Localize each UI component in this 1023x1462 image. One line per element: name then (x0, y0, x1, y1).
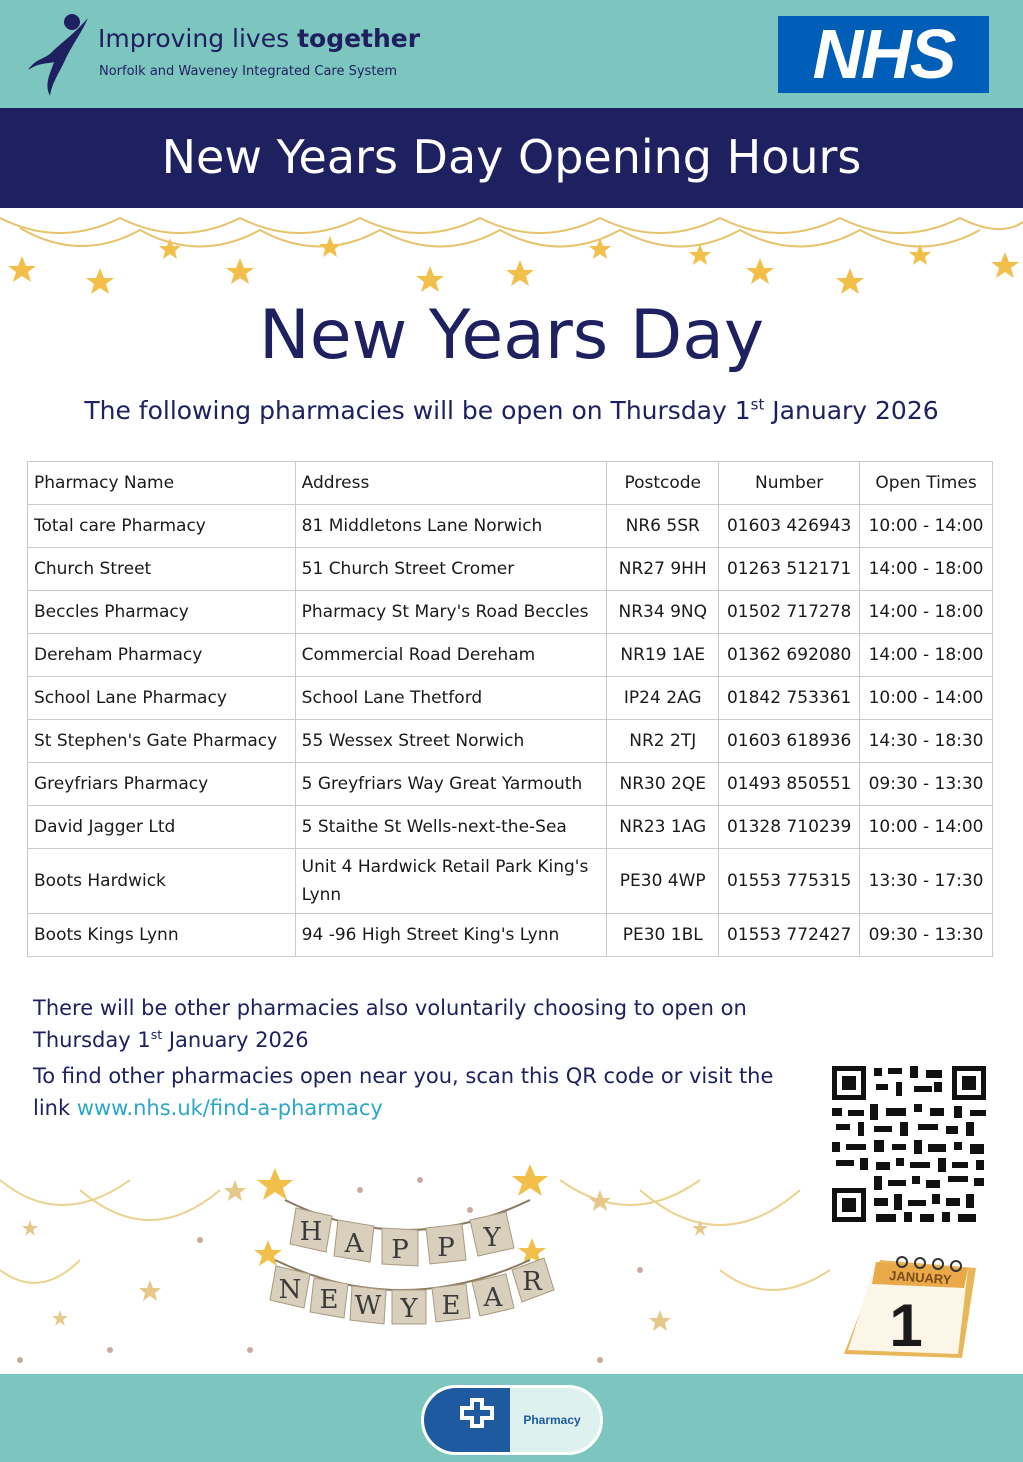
pharmacy-logo (420, 1384, 604, 1456)
subheading: The following pharmacies will be open on Thursday 1st January 2026 (84, 395, 939, 425)
phone-number: 01362 692080 (719, 634, 860, 677)
pharmacy-name: Dereham Pharmacy (28, 634, 296, 677)
phone-number: 01328 710239 (719, 806, 860, 849)
banner-letter: E (441, 1291, 461, 1321)
open-times: 14:00 - 18:00 (860, 634, 993, 677)
pharmacy-name: David Jagger Ltd (28, 806, 296, 849)
open-times: 10:00 - 14:00 (860, 677, 993, 720)
phone-number: 01493 850551 (719, 763, 860, 806)
calendar-icon (840, 1250, 980, 1362)
open-times: 13:30 - 17:30 (860, 849, 993, 914)
address: 81 Middletons Lane Norwich (295, 505, 607, 548)
header-open-times: Open Times (860, 462, 993, 505)
find-pharmacy-text: To find other pharmacies open near you, scan this QR code or visit the link www.nhs.uk/find-a-pharmacy (33, 1064, 774, 1120)
open-times: 14:00 - 18:00 (860, 548, 993, 591)
org-tagline: Improving lives together (98, 24, 421, 53)
qr-code[interactable] (830, 1064, 988, 1224)
open-times: 10:00 - 14:00 (860, 806, 993, 849)
pharmacy-name: School Lane Pharmacy (28, 677, 296, 720)
banner-flag (350, 1286, 386, 1324)
address: 94 -96 High Street King's Lynn (295, 914, 607, 957)
address: Pharmacy St Mary's Road Beccles (295, 591, 607, 634)
postcode: PE30 4WP (607, 849, 719, 914)
address: 51 Church Street Cromer (295, 548, 607, 591)
banner-flag (270, 1266, 310, 1308)
phone-number: 01603 618936 (719, 720, 860, 763)
address: Commercial Road Dereham (295, 634, 607, 677)
banner-letter: Y (400, 1294, 418, 1324)
banner-flag (472, 1274, 514, 1316)
table-row (28, 914, 993, 957)
main-heading: New Years Day (258, 296, 765, 375)
postcode: NR19 1AE (607, 634, 719, 677)
address: School Lane Thetford (295, 677, 607, 720)
address: Unit 4 Hardwick Retail Park King's Lynn (295, 849, 607, 914)
banner-letter: P (391, 1235, 409, 1265)
postcode: NR34 9NQ (607, 591, 719, 634)
table-row (28, 548, 993, 591)
banner-letter: W (354, 1291, 382, 1321)
table-row (28, 849, 993, 914)
banner-flag (334, 1220, 374, 1262)
header-postcode: Postcode (607, 462, 719, 505)
table-header-row (28, 462, 993, 505)
address: 55 Wessex Street Norwich (295, 720, 607, 763)
phone-number: 01553 775315 (719, 849, 860, 914)
postcode: NR30 2QE (607, 763, 719, 806)
table-row (28, 505, 993, 548)
banner-letter: A (483, 1283, 503, 1313)
phone-number: 01842 753361 (719, 677, 860, 720)
pharmacy-logo-text: Pharmacy (523, 1413, 581, 1427)
person-logo-icon (22, 12, 94, 98)
pharmacy-name: Greyfriars Pharmacy (28, 763, 296, 806)
other-pharmacies-notice: There will be other pharmacies also voluntarily choosing to open on Thursday 1st January 2026 (33, 996, 747, 1052)
banner-letter: P (437, 1233, 455, 1263)
phone-number: 01603 426943 (719, 505, 860, 548)
open-times: 14:00 - 18:00 (860, 591, 993, 634)
banner-flag (432, 1284, 470, 1322)
page-title: New Years Day Opening Hours (161, 130, 862, 184)
pharmacy-name: Boots Kings Lynn (28, 914, 296, 957)
banner-letter: N (278, 1275, 302, 1305)
address: 5 Greyfriars Way Great Yarmouth (295, 763, 607, 806)
table-row (28, 591, 993, 634)
banner-flag (426, 1224, 466, 1264)
banner-letter: E (319, 1285, 339, 1315)
pharmacy-table (27, 461, 993, 957)
calendar-month: JANUARY (888, 1267, 952, 1288)
postcode: NR27 9HH (607, 548, 719, 591)
pharmacy-name: St Stephen's Gate Pharmacy (28, 720, 296, 763)
header-address: Address (295, 462, 607, 505)
postcode: NR23 1AG (607, 806, 719, 849)
table-row (28, 720, 993, 763)
postcode: PE30 1BL (607, 914, 719, 957)
nhs-logo: NHS (778, 16, 989, 93)
phone-number: 01263 512171 (719, 548, 860, 591)
find-pharmacy-link[interactable]: www.nhs.uk/find-a-pharmacy (76, 1096, 383, 1120)
garland-stars-decoration (0, 208, 1023, 298)
happy-new-year-decoration (0, 1160, 830, 1374)
banner-flag (392, 1290, 426, 1324)
header-pharmacy-name: Pharmacy Name (28, 462, 296, 505)
pharmacy-name: Church Street (28, 548, 296, 591)
banner-letter: Y (483, 1223, 501, 1253)
table-row (28, 806, 993, 849)
banner-letter: H (299, 1217, 323, 1247)
open-times: 14:30 - 18:30 (860, 720, 993, 763)
open-times: 09:30 - 13:30 (860, 914, 993, 957)
banner-letter: R (522, 1267, 542, 1297)
banner-flag (290, 1208, 332, 1252)
table-row (28, 763, 993, 806)
table-row (28, 677, 993, 720)
postcode: IP24 2AG (607, 677, 719, 720)
pharmacy-name: Beccles Pharmacy (28, 591, 296, 634)
banner-letter: A (344, 1229, 364, 1259)
banner-flag (382, 1228, 418, 1266)
banner-flag (470, 1212, 514, 1256)
postcode: NR6 5SR (607, 505, 719, 548)
phone-number: 01502 717278 (719, 591, 860, 634)
open-times: 10:00 - 14:00 (860, 505, 993, 548)
address: 5 Staithe St Wells-next-the-Sea (295, 806, 607, 849)
table-row (28, 634, 993, 677)
postcode: NR2 2TJ (607, 720, 719, 763)
phone-number: 01553 772427 (719, 914, 860, 957)
pharmacy-name: Boots Hardwick (28, 849, 296, 914)
banner-flag (310, 1278, 348, 1318)
calendar-day: 1 (889, 1292, 923, 1359)
pharmacy-name: Total care Pharmacy (28, 505, 296, 548)
open-times: 09:30 - 13:30 (860, 763, 993, 806)
org-name: Norfolk and Waveney Integrated Care System (99, 64, 398, 79)
header-number: Number (719, 462, 860, 505)
